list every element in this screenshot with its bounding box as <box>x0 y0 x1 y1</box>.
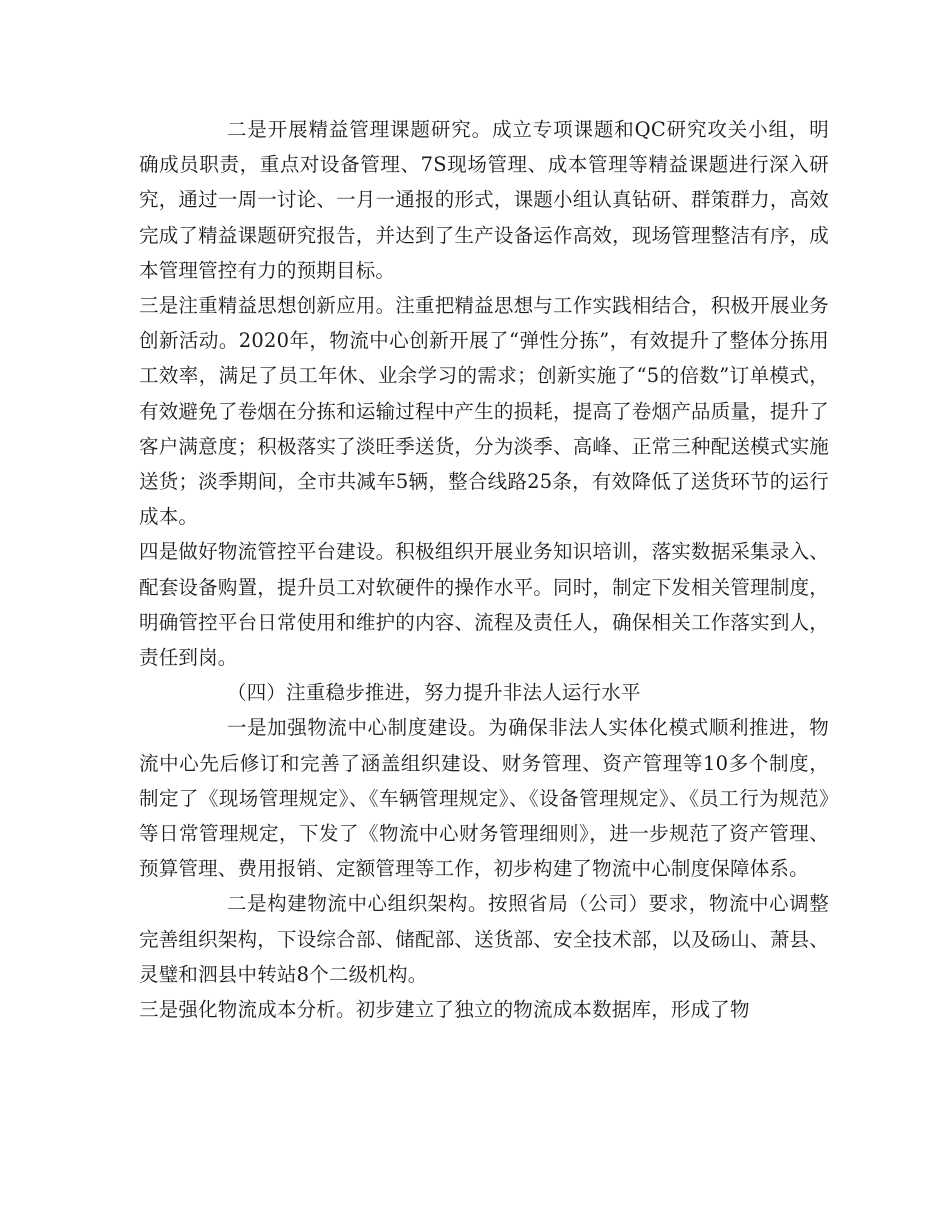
paragraph-lean-innovation: 三是注重精益思想创新应用。注重把精益思想与工作实践相结合，积极开展业务创新活动。2020年，物流中心创新开展了“弹性分拣”，有效提升了整体分拣用工效率，满足了员工年休、业余学习的需求；创新实施了“5的倍数”订单模式，有效避免了卷烟在分拣和运输过程中产生的损耗，提高了卷烟产品质量，提升了客户满意度；积极落实了淡旺季送货，分为淡季、高峰、正常三种配送模式实施送货；淡季期间，全市共减车5辆，整合线路25条，有效降低了送货环节的运行成本。 <box>139 294 829 529</box>
section-heading-four: （四）注重稳步推进，努力提升非法人运行水平 <box>227 681 641 705</box>
paragraph-system-building: 一是加强物流中心制度建设。为确保非法人实体化模式顺利推进，物流中心先后修订和完善了涵盖组织建设、财务管理、资产管理等10多个制度，制定了《现场管理规定》、《车辆管理规定》、《设备管理规定》、《员工行为规范》等日常管理规定，下发了《物流中心财务管理细则》，进一步规范了资产管理、预算管理、费用报销、定额管理等工作，初步构建了物流中心制度保障体系。 <box>139 716 829 881</box>
paragraph-cost-analysis: 三是强化物流成本分析。初步建立了独立的物流成本数据库，形成了物 <box>139 998 750 1022</box>
paragraph-logistics-platform: 四是做好物流管控平台建设。积极组织开展业务知识培训，落实数据采集录入、配套设备购置，提升员工对软硬件的操作水平。同时，制定下发相关管理制度，明确管控平台日常使用和维护的内容、流程及责任人，确保相关工作落实到人，责任到岗。 <box>139 540 829 670</box>
paragraph-org-structure: 二是构建物流中心组织架构。按照省局（公司）要求，物流中心调整完善组织架构，下设综合部、储配部、送货部、安全技术部，以及砀山、萧县、灵璧和泗县中转站8个二级机构。 <box>139 892 829 986</box>
paragraph-lean-research: 二是开展精益管理课题研究。成立专项课题和QC研究攻关小组，明确成员职责，重点对设备管理、7S现场管理、成本管理等精益课题进行深入研究，通过一周一讨论、一月一通报的形式，课题小组认真钻研、群策群力，高效完成了精益课题研究报告，并达到了生产设备运作高效，现场管理整洁有序，成本管理管控有力的预期目标。 <box>139 118 829 282</box>
document-body <box>139 112 829 1027</box>
